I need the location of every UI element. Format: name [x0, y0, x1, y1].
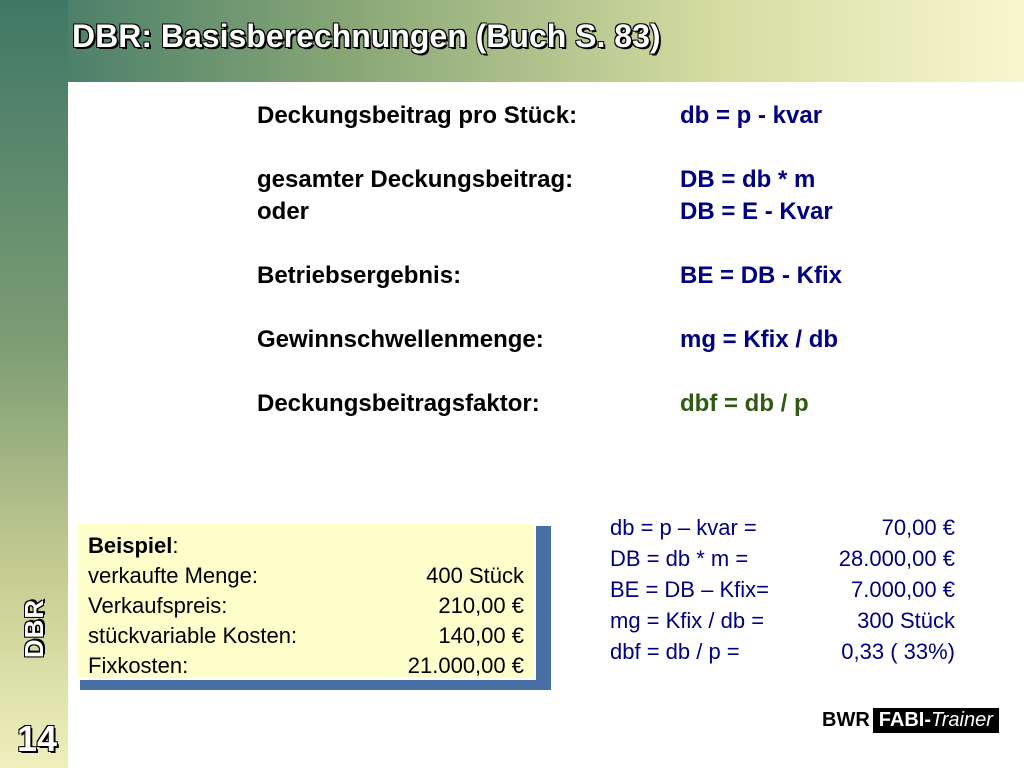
- logo-fabi: FABI-: [878, 708, 931, 731]
- example-row: [88, 591, 524, 621]
- side-label-text: DBR: [19, 598, 50, 658]
- formula-label: Gewinnschwellenmenge:: [257, 326, 544, 353]
- formula-row: [257, 260, 907, 292]
- result-row: [610, 636, 955, 667]
- example-value: 140,00 €: [438, 623, 524, 648]
- logo-trainer: Trainer: [930, 708, 993, 731]
- example-box: [76, 522, 536, 680]
- result-row: [610, 543, 955, 574]
- formula-row: [257, 164, 907, 196]
- result-expression: BE = DB – Kfix=: [610, 577, 769, 602]
- result-row: [610, 512, 955, 543]
- formula-row: [257, 324, 907, 356]
- bwr-fabi-trainer-logo: [822, 706, 999, 734]
- example-value: 21.000,00 €: [407, 653, 524, 678]
- result-value: 28.000,00 €: [838, 546, 955, 571]
- example-label: verkaufte Menge:: [88, 563, 258, 588]
- side-label: [20, 588, 50, 668]
- formula-label: oder: [257, 198, 310, 225]
- example-label: stückvariable Kosten:: [88, 623, 298, 648]
- example-heading-colon: :: [172, 533, 179, 558]
- formula-row: [257, 196, 907, 228]
- logo-bwr: BWR: [822, 708, 870, 731]
- example-label: Verkaufspreis:: [88, 593, 228, 618]
- example-value: 210,00 €: [438, 593, 524, 618]
- example-heading: [88, 530, 524, 561]
- example-value: 400 Stück: [426, 563, 524, 588]
- results-list: [610, 512, 955, 667]
- formula-list: [257, 100, 907, 420]
- result-value: 70,00 €: [881, 515, 955, 540]
- formula-row: [257, 100, 907, 132]
- result-expression: DB = db * m =: [610, 546, 749, 571]
- example-row: [88, 561, 524, 591]
- result-row: [610, 605, 955, 636]
- result-expression: dbf = db / p =: [610, 639, 740, 664]
- formula-value: mg = Kfix / db: [680, 326, 839, 353]
- result-expression: mg = Kfix / db =: [610, 608, 765, 633]
- page-number: 14: [16, 718, 58, 759]
- formula-label: gesamter Deckungsbeitrag:: [257, 166, 574, 193]
- example-heading-text: Beispiel: [88, 533, 173, 558]
- example-label: Fixkosten:: [88, 653, 189, 678]
- formula-label: Deckungsbeitrag pro Stück:: [257, 102, 578, 129]
- formula-value: dbf = db / p: [680, 390, 809, 417]
- formula-label: Deckungsbeitragsfaktor:: [257, 390, 540, 417]
- result-value: 300 Stück: [857, 608, 955, 633]
- result-value: 0,33 ( 33%): [841, 639, 955, 664]
- result-row: [610, 574, 955, 605]
- formula-value: db = p - kvar: [680, 102, 823, 129]
- result-expression: db = p – kvar =: [610, 515, 757, 540]
- example-row: [88, 651, 524, 681]
- formula-value: BE = DB - Kfix: [680, 262, 843, 289]
- example-row: [88, 621, 524, 651]
- slide-title: DBR: Basisberechnungen (Buch S. 83): [72, 18, 661, 54]
- logo-fabi-box: [873, 708, 999, 733]
- result-value: 7.000,00 €: [851, 577, 955, 602]
- formula-value: DB = db * m: [680, 166, 816, 193]
- formula-value: DB = E - Kvar: [680, 198, 833, 225]
- formula-label: Betriebsergebnis:: [257, 262, 462, 289]
- formula-row: [257, 388, 907, 420]
